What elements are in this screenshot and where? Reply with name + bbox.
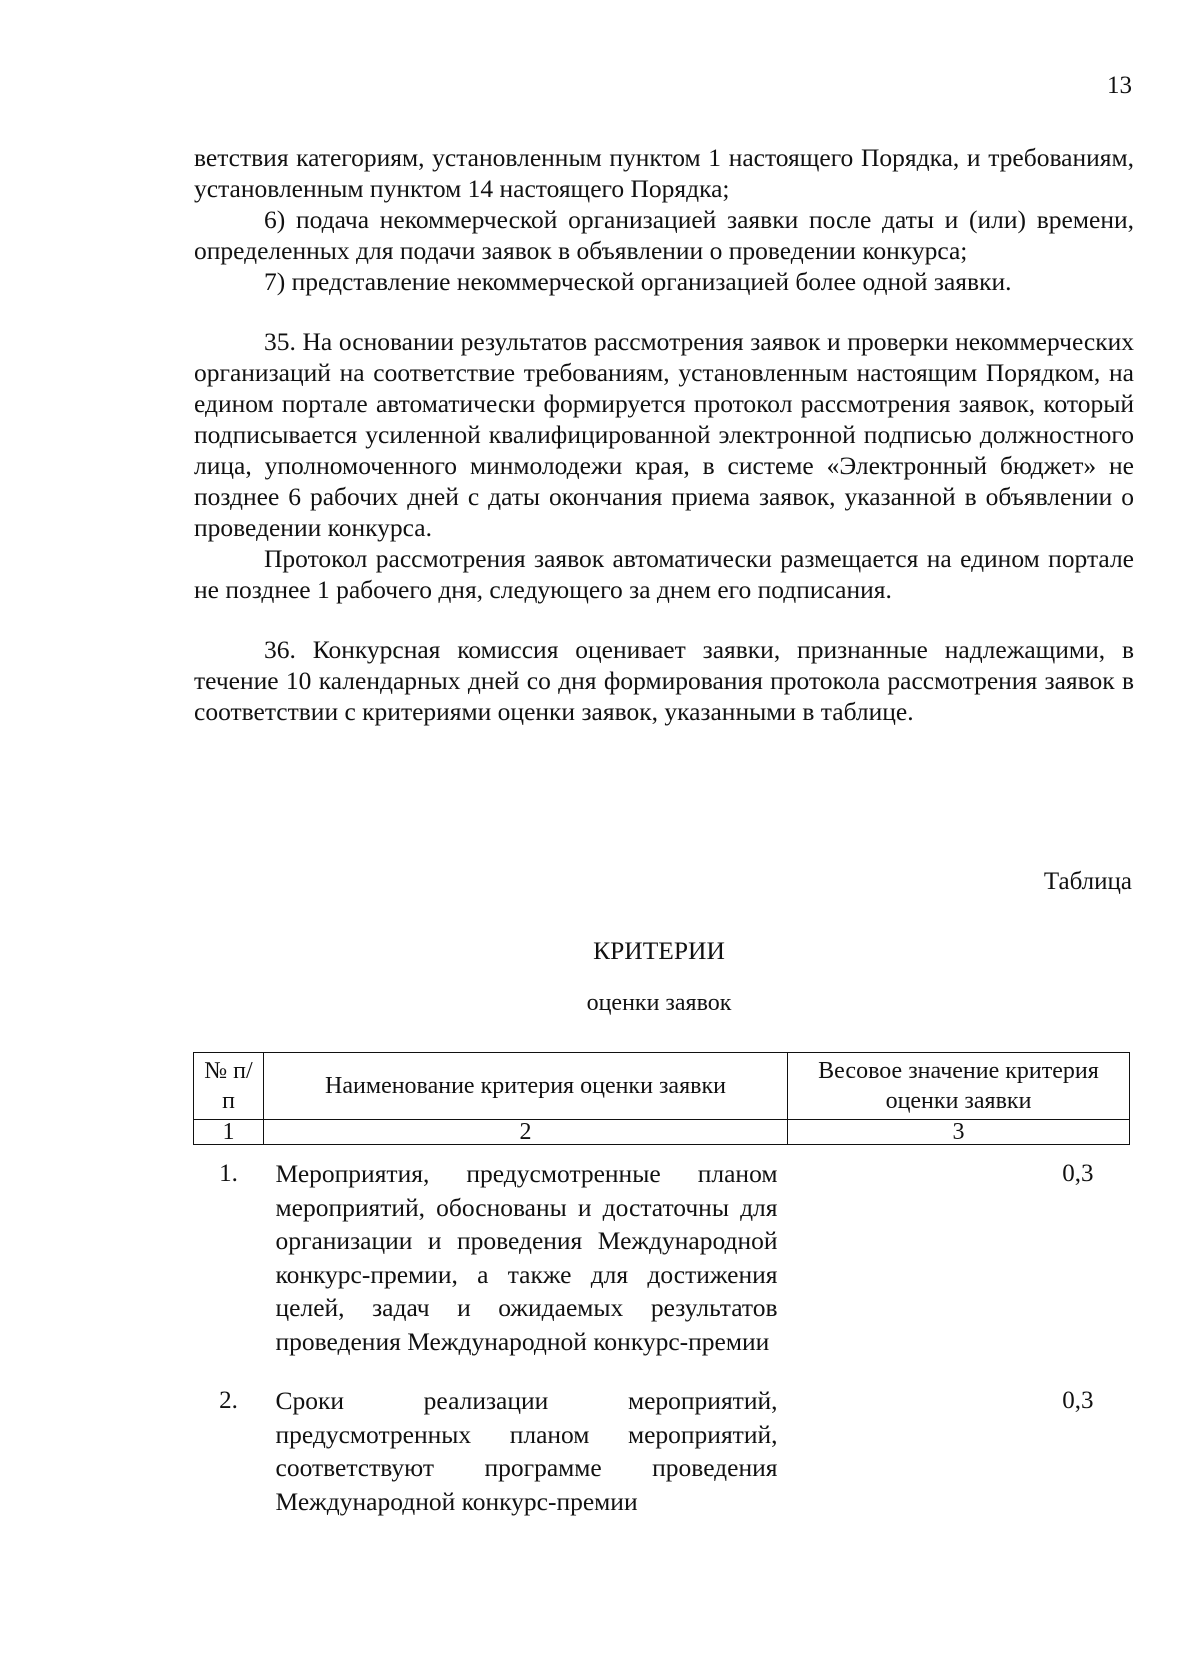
- header-weight: Весовое значение критерия оценки заявки: [788, 1053, 1130, 1120]
- row-number: 2.: [219, 1387, 238, 1414]
- paragraph-36: 36. Конкурсная комиссия оценивает заявки, признанные надлежащими, в течение 10 календарных дней со дня формирования протокола рассмотрения заявок в соответствии с критериями оценки заявок, указанными в таблице.: [194, 635, 1134, 726]
- table-row: [194, 1145, 1130, 1359]
- paragraph-continuation: ветствия категориям, установленным пунктом 1 настоящего Порядка, и требованиям, установленным пунктом 14 настоящего Порядка;: [194, 143, 1134, 203]
- column-number-2: 2: [264, 1120, 788, 1145]
- table-row: [194, 1358, 1130, 1518]
- table-title: КРИТЕРИИ: [593, 936, 725, 965]
- criterion-name: Сроки реализации мероприятий, предусмотренных планом мероприятий, соответствуют программе проведения Международной конкурс-премии: [275, 1386, 778, 1516]
- table-header-row: [194, 1053, 1130, 1120]
- paragraph-item-6: 6) подача некоммерческой организацией заявки после даты и (или) времени, определенных для подачи заявок в объявлении о проведении конкурса;: [194, 205, 1134, 265]
- criterion-weight: 0,3: [1062, 1160, 1094, 1187]
- column-number-1: 1: [194, 1120, 264, 1145]
- header-criterion-name: Наименование критерия оценки заявки: [264, 1053, 788, 1120]
- table-subtitle: оценки заявок: [586, 990, 732, 1016]
- row-number: 1.: [219, 1160, 238, 1187]
- page-number: 13: [1107, 72, 1132, 99]
- paragraph-35: 35. На основании результатов рассмотрения заявок и проверки некоммерческих организаций на соответствие требованиям, установленным настоящим Порядком, на едином портале автоматически формируется протокол рассмотрения заявок, который подписывается усиленной квалифицированной электронной подписью должностного лица, уполномоченного минмолодежи края, в системе «Электронный бюджет» не позднее 6 рабочих дней с даты окончания приема заявок, указанной в объявлении о проведении конкурса.: [194, 327, 1134, 542]
- criteria-table: [193, 1052, 1130, 1518]
- paragraph-item-7: 7) представление некоммерческой организацией более одной заявки.: [264, 267, 1012, 296]
- paragraph-protocol: Протокол рассмотрения заявок автоматически размещается на едином портале не позднее 1 рабочего дня, следующего за днем его подписания.: [194, 544, 1134, 604]
- table-column-number-row: [194, 1120, 1130, 1145]
- header-number: № п/п: [194, 1053, 264, 1120]
- column-number-3: 3: [788, 1120, 1130, 1145]
- criterion-name: Мероприятия, предусмотренные планом мероприятий, обоснованы и достаточны для организации и проведения Международной конкурс-премии, а также для достижения целей, задач и ожидаемых результатов проведения Международной конкурс-премии: [275, 1159, 778, 1356]
- criterion-weight: 0,3: [1062, 1387, 1094, 1414]
- body-text: [194, 142, 1134, 727]
- table-caption: Таблица: [1043, 868, 1132, 895]
